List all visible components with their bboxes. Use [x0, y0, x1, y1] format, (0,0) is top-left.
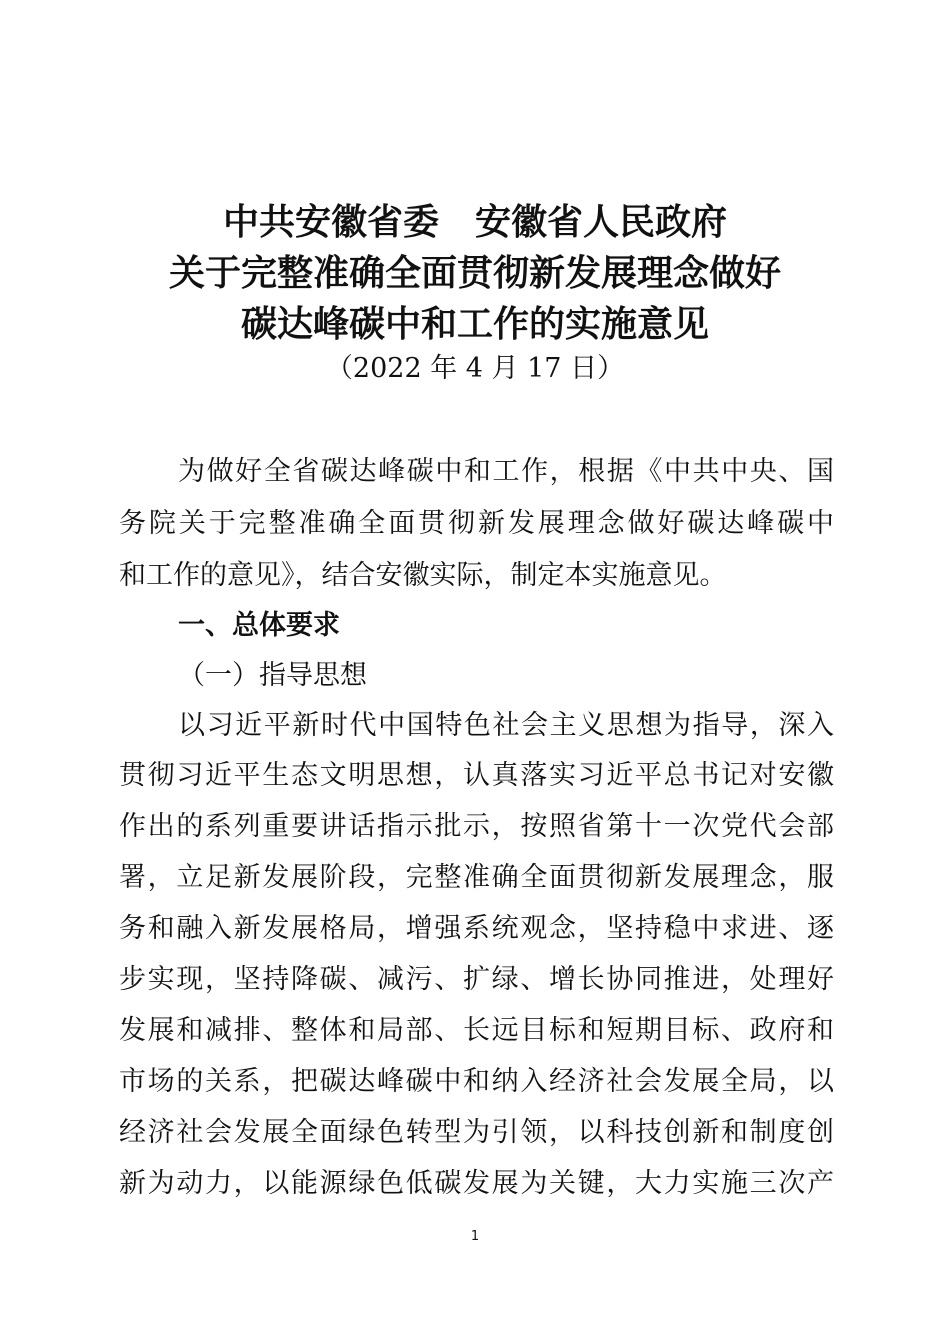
body-line-3: 作出的系列重要讲话指示批示，按照省第十一次党代会部 [119, 811, 834, 842]
document-date: （2022 年 4 月 17 日） [325, 353, 625, 384]
body-line-2: 贯彻习近平生态文明思想，认真落实习近平总书记对安徽 [119, 760, 834, 791]
intro-line-2: 务院关于完整准确全面贯彻新发展理念做好碳达峰碳中 [119, 508, 834, 539]
body-line-7: 发展和减排、整体和局部、长远目标和短期目标、政府和 [119, 1015, 834, 1046]
body-line-9: 经济社会发展全面绿色转型为引领，以科技创新和制度创 [119, 1117, 834, 1148]
intro-line-1: 为做好全省碳达峰碳中和工作，根据《中共中央、国 [178, 456, 834, 487]
body-line-10: 新为动力，以能源绿色低碳发展为关键，大力实施三次产 [119, 1168, 834, 1199]
document-title-line-1: 中共安徽省委 安徽省人民政府 [222, 201, 727, 243]
body-line-1: 以习近平新时代中国特色社会主义思想为指导，深入 [178, 710, 834, 741]
document-title-line-3: 碳达峰碳中和工作的实施意见 [240, 303, 709, 345]
section-heading: 一、总体要求 [178, 610, 340, 641]
body-line-6: 步实现，坚持降碳、减污、扩绿、增长协同推进，处理好 [119, 964, 834, 995]
subsection-heading: （一）指导思想 [178, 660, 367, 691]
page-number: 1 [470, 1229, 480, 1244]
body-line-8: 市场的关系，把碳达峰碳中和纳入经济社会发展全局，以 [119, 1066, 834, 1097]
intro-line-3: 和工作的意见》，结合安徽实际，制定本实施意见。 [119, 560, 727, 591]
document-title-line-2: 关于完整准确全面贯彻新发展理念做好 [168, 252, 781, 294]
body-line-5: 务和融入新发展格局，增强系统观念，坚持稳中求进、逐 [119, 913, 834, 944]
body-line-4: 署，立足新发展阶段，完整准确全面贯彻新发展理念，服 [119, 862, 834, 893]
